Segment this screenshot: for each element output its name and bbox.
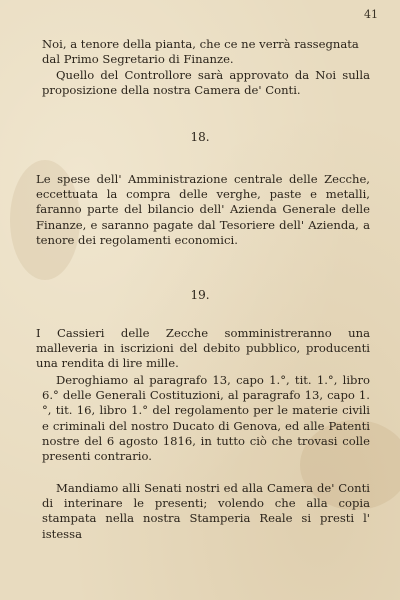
article-18-text: Le spese dell' Amministrazione centrale delle Zecche, eccettuata la compra delle verghe, paste e metalli, faranno parte del bilancio dell' Azienda Generale delle Finanze, e saranno pagate dal Tesoriere dell' Azienda, a tenore dei regolamenti economici. <box>36 172 370 247</box>
paragraph-controllore: Quello del Controllore sarà approvato da Noi sulla proposizione della nostra Camera de' Conti. <box>42 68 370 98</box>
opening-line <box>42 37 370 67</box>
article-19-paragraph-2: Deroghiamo al paragrafo 13, capo 1.°, tit. 1.°, libro 6.° delle Generali Costituzioni, al paragrafo 13, capo 1.°, tit. 16, libro 1.° del regolamento per le materie civili e criminali del nostro Ducato di Genova, ed alle Patenti nostre del 6 agosto 1816, in tutto ciò che trovasi colle presenti contrario. <box>42 373 370 464</box>
article-19-paragraph-3: Mandiamo alli Senati nostri ed alla Camera de' Conti di interinare le presenti; volendo che alla copia stampata nella nostra Stamperia Reale si presti l' istessa <box>42 481 370 541</box>
article-19-paragraph-1: I Cassieri delle Zecche somministreranno una malleveria in iscrizioni del debito pubblico, producenti una rendita di lire mille. <box>36 326 370 371</box>
page-number: 41 <box>364 8 378 21</box>
paragraph-line: dal Primo Segretario di Finanze. <box>42 52 234 67</box>
article-number-19: 19. <box>190 288 210 302</box>
article-number-18: 18. <box>190 130 210 144</box>
paragraph-line: Noi, a tenore della pianta, che ce ne verrà rassegnata <box>42 37 359 51</box>
